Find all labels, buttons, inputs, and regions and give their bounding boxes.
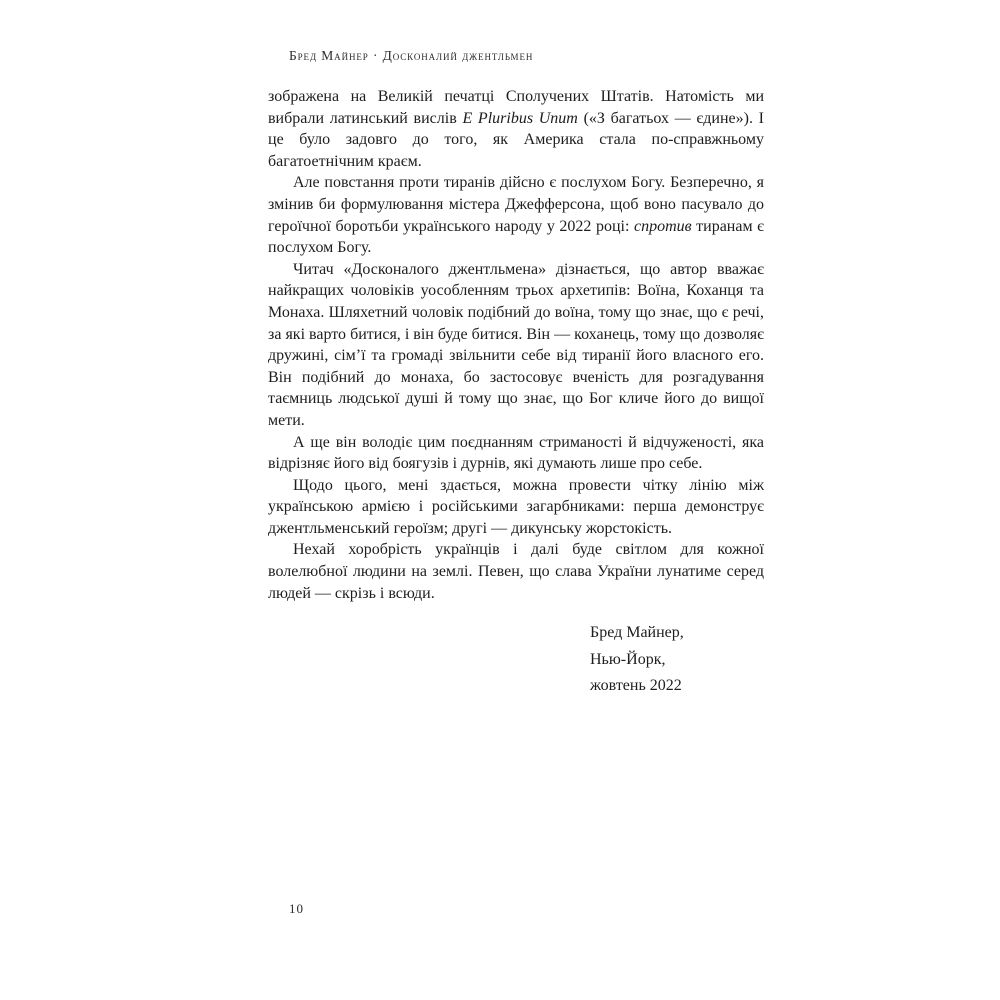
text-run: Щодо цього, мені здається, можна провести чітку лінію між українською армією і російськими загарбниками: перша демонструє джентльменський героїзм; другі — дикунську жорстокість. [268, 476, 764, 537]
text-run: («З багатьох — єдине»). І це було задовго до того, як Америка стала по-справжньому багатоетнічним краєм. [268, 109, 764, 170]
italic-run: E Pluribus Unum [462, 109, 578, 127]
text-run: Нехай хоробрість українців і далі буде світлом для кожної волелюбної людини на землі. Певен, що слава України лунатиме серед людей — скрізь і всюди. [268, 541, 764, 602]
paragraph [268, 539, 764, 604]
text-run: Читач «Досконалого джентльмена» дізнається, що автор вважає найкращих чоловіків уособленням трьох архетипів: Воїна, Коханця та Монаха. Шляхетний чоловік подібний до воїна, тому що знає, що є речі, за які варто битися, і він буде битися. Він — коханець, тому що дозволяє дружині, сім’ї та громаді звільнити себе від тиранії його власного его. Він подібний до монаха, бо застосовує вченість для розгадування таємниць людської душі й тому що знає, що Бог кличе його до вищої мети. [268, 260, 764, 429]
paragraph [268, 172, 764, 258]
text-run: Але повстання проти тиранів дійсно є послухом Богу. Безперечно, я змінив би формулювання містера Джефферсона, щоб воно пасувало до героїчної боротьби українського народу у 2022 році: [268, 174, 764, 235]
body-text [268, 86, 764, 700]
paragraph [268, 432, 764, 475]
page-number: 10 [289, 901, 304, 916]
italic-run: спротив [633, 217, 692, 235]
text-run: зображена на Великій печатці Сполучених Штатів. Натомість ми вибрали латинський вислів [268, 88, 764, 127]
paragraph [268, 259, 764, 432]
paragraph [268, 475, 764, 540]
signature-line-city: Нью-Йорк, [590, 650, 666, 668]
text-run: тиранам є послухом Богу. [268, 217, 765, 257]
paragraph [268, 86, 764, 172]
signature-line-name: Бред Майнер, [590, 624, 684, 642]
signature-block [590, 620, 764, 700]
text-run: А ще він володіє цим поєднанням стриманості й відчуженості, яка відрізняє його від боягузів і дурнів, які думають лише про себе. [268, 433, 764, 473]
running-header: Бред Майнер · Досконалий джентльмен [289, 48, 534, 63]
signature-line-date: жовтень 2022 [590, 677, 682, 695]
